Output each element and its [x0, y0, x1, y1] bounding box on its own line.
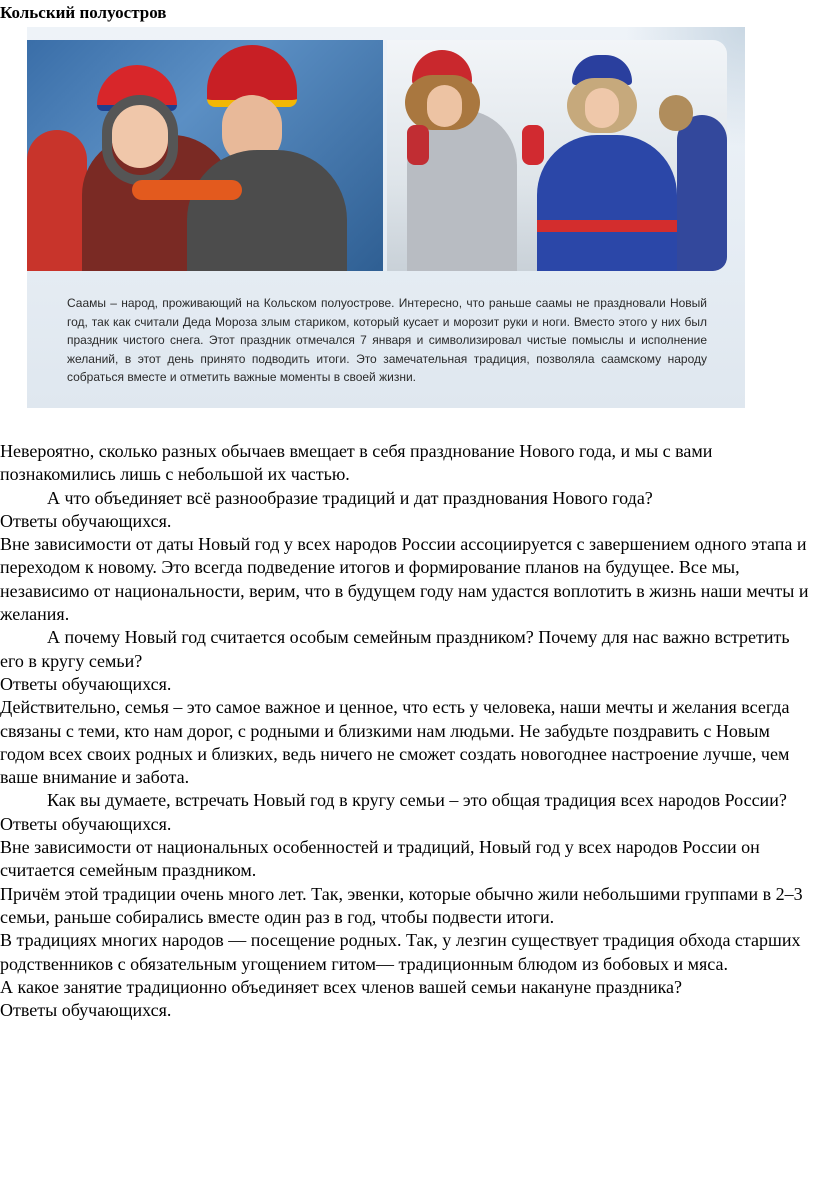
paragraph: А что объединяет всё разнообразие традиций и дат празднования Нового года?	[47, 487, 653, 508]
document-body	[0, 440, 816, 1022]
paragraph: Вне зависимости от национальных особенностей и традиций, Новый год у всех народов России он считается семейным праздником.	[0, 837, 760, 881]
photo-sami-celebration	[387, 40, 727, 271]
paragraph: Действительно, семья – это самое важное и ценное, что есть у человека, наши мечты и желания всегда связаны с теми, кто нам дорог, с родными и близкими нам людьми. Не забудьте поздравить с Новым годом всех своих родных и близких, ведь ничего не сможет создать новогоднее настроение лучше, чем ваше внимание и забота.	[0, 697, 790, 788]
paragraph: Ответы обучающихся.	[0, 510, 172, 531]
paragraph: Невероятно, сколько разных обычаев вмещает в себя празднование Нового года, и мы с вами познакомились лишь с небольшой их частью.	[0, 441, 713, 485]
paragraph: Ответы обучающихся.	[0, 813, 172, 834]
paragraph: Как вы думаете, встречать Новый год в кругу семьи – это общая традиция всех народов России?	[47, 790, 787, 811]
paragraph: В традициях многих народов — посещение родных. Так, у лезгин существует традиция обхода старших родственников с обязательным угощением гитом— традиционным блюдом из бобовых и мяса.	[0, 930, 801, 974]
paragraph: Вне зависимости от даты Новый год у всех народов России ассоциируется с завершением одного этапа и переходом к новому. Это всегда подведение итогов и формирование планов на будущее. Все мы, независимо от национальности, верим, что в будущем году нам удастся воплотить в жизнь наши мечты и желания.	[0, 534, 809, 625]
photo-sami-girls	[27, 40, 383, 271]
paragraph: Причём этой традиции очень много лет. Так, эвенки, которые обычно жили небольшими группами в 2–3 семьи, раньше собирались вместе один раз в год, чтобы подвести итоги.	[0, 883, 803, 927]
paragraph: Ответы обучающихся.	[0, 1000, 172, 1021]
paragraph: Ответы обучающихся.	[0, 673, 172, 694]
slide-image	[27, 27, 745, 408]
document-title: Кольский полуостров	[0, 3, 167, 22]
paragraph: А почему Новый год считается особым семейным праздником? Почему для нас важно встретить его в кругу семьи?	[0, 627, 790, 671]
paragraph: А какое занятие традиционно объединяет всех членов вашей семьи накануне праздника?	[0, 976, 683, 997]
slide-caption: Саамы – народ, проживающий на Кольском полуострове. Интересно, что раньше саамы не праздновали Новый год, так как считали Деда Мороза злым стариком, который кусает и морозит руки и ноги. Вместо этого у них был праздник чистого снега. Этот праздник отмечался 7 января и символизировал чистые помыслы и исполнение желаний, в этот день принято подводить итоги. Это замечательная традиция, позволяла саамскому народу собраться вместе и отметить важные моменты в своей жизни.	[67, 296, 707, 384]
